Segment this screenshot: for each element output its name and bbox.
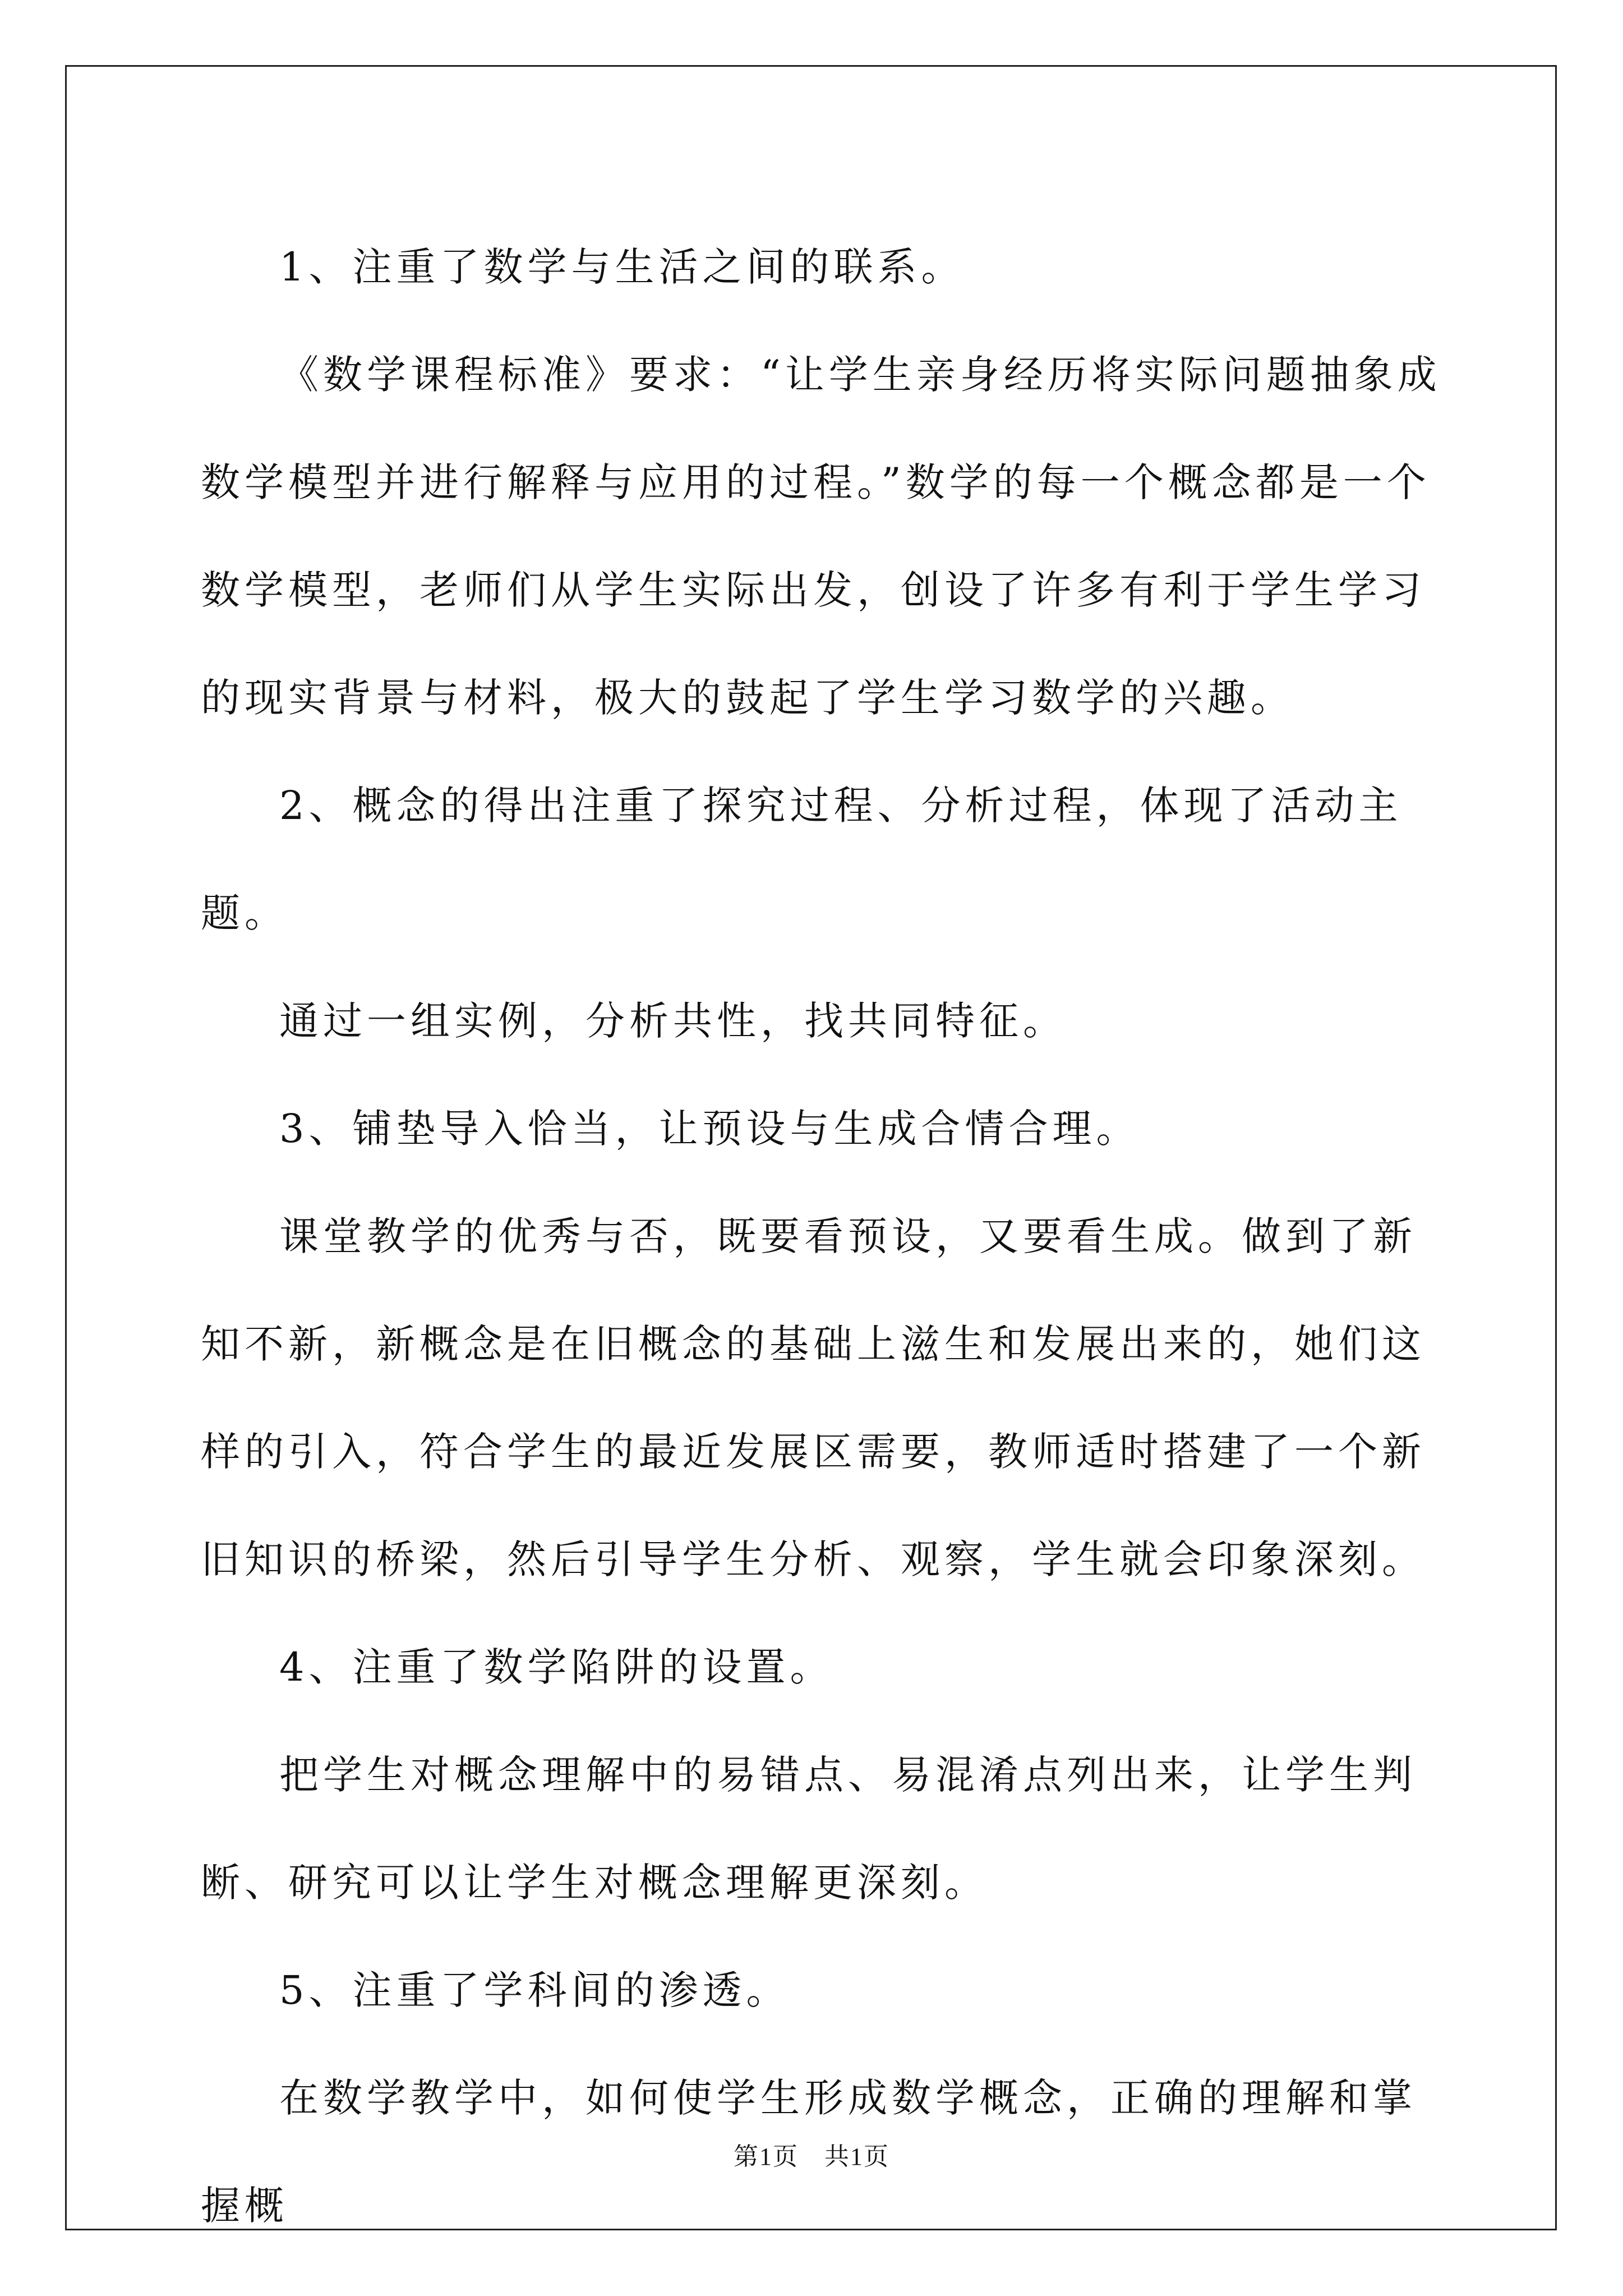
paragraph-8: 把学生对概念理解中的易错点、易混淆点列出来，让学生判断、研究可以让学生对概念理解更深刻。: [201, 1752, 1417, 1906]
paragraph-6: 课堂教学的优秀与否，既要看预设，又要看生成。做到了新知不新，新概念是在旧概念的基础上滋生和发展出来的，她们这样的引入，符合学生的最近发展区需要，教师适时搭建了一个新旧知识的桥梁，然后引导学生分析、观察，学生就会印象深刻。: [201, 1213, 1426, 1582]
paragraph-5: 3、铺垫导入恰当，让预设与生成合情合理。: [279, 1106, 1140, 1152]
paragraph-10: 在数学教学中，如何使学生形成数学概念，正确的理解和掌握概: [201, 2075, 1417, 2229]
paragraph-7: 4、注重了数学陷阱的设置。: [279, 1644, 834, 1690]
document-body: [201, 213, 1457, 2260]
paragraph-3: 2、概念的得出注重了探究过程、分析过程，体现了活动主题。: [201, 783, 1403, 936]
page-number-footer: 第1页 共1页: [734, 2143, 889, 2170]
paragraph-1: 1、注重了数学与生活之间的联系。: [279, 244, 965, 290]
paragraph-9: 5、注重了学科间的渗透。: [279, 1967, 790, 2013]
paragraph-2: 《数学课程标准》要求：“让学生亲身经历将实际问题抽象成数学模型并进行解释与应用的过程。”数学的每一个概念都是一个数学模型，老师们从学生实际出发，创设了许多有利于学生学习的现实背景与材料，极大的鼓起了学生学习数学的兴趣。: [201, 352, 1441, 721]
paragraph-4: 通过一组实例，分析共性，找共同特征。: [279, 998, 1067, 1044]
